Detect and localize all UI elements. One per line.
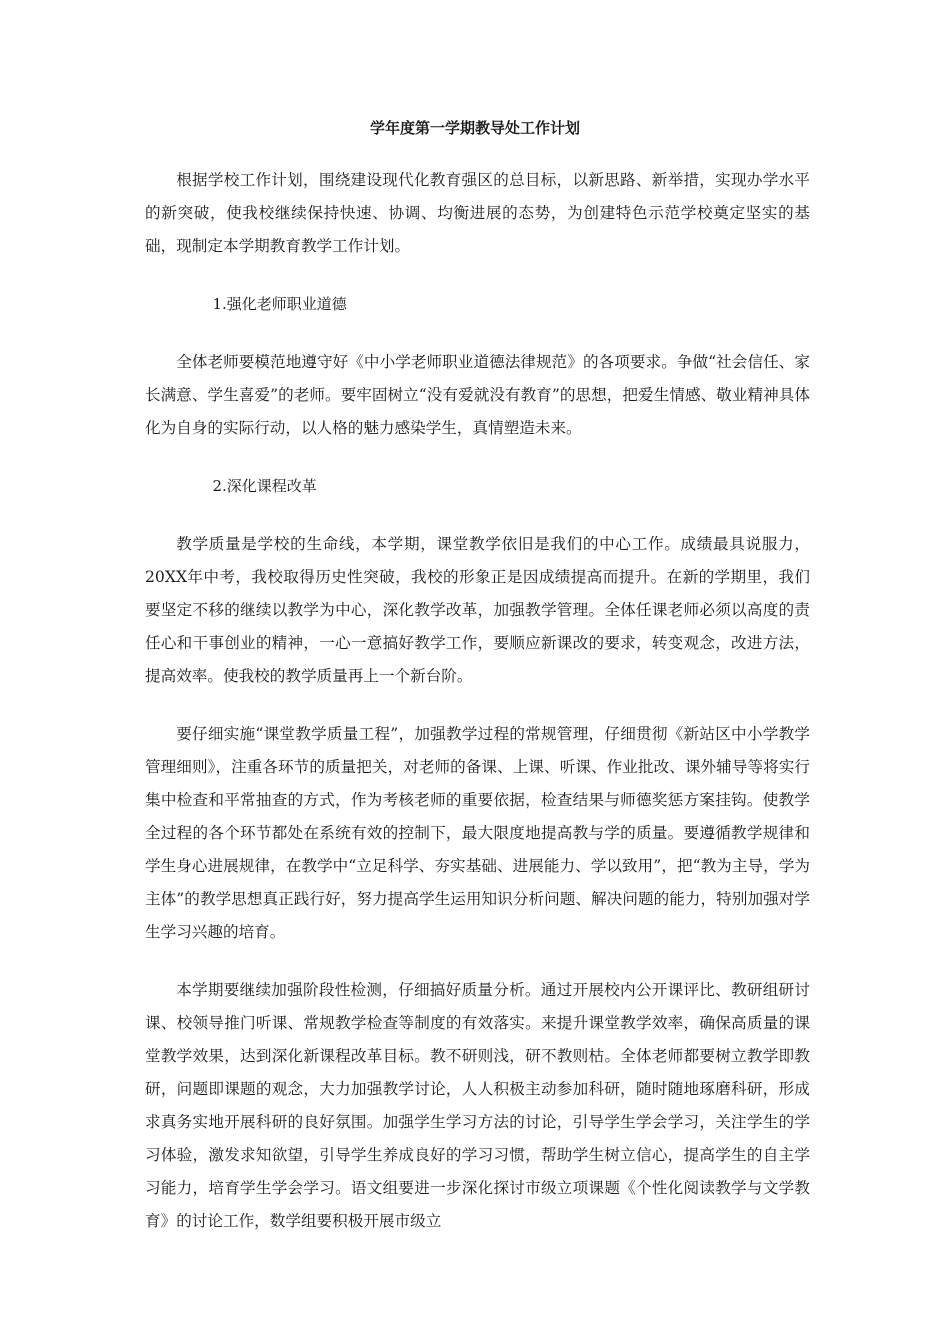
assessment-paragraph: 本学期要继续加强阶段性检测，仔细搞好质量分析。通过开展校内公开课评比、教研组研讨课、校领导推门听课、常规教学检查等制度的有效落实。来提升课堂教学效率，确保高质量的课堂教学效果，达到深化新课程改革目标。教不研则浅，研不教则枯。全体老师都要树立教学即教研，问题即课题的观念，大力加强教学讨论，人人积极主动参加科研，随时随地琢磨科研，形成求真务实地开展科研的良好氛围。加强学生学习方法的讨论，引导学生学会学习，关注学生的学习体验，激发求知欲望，引导学生养成良好的学习习惯，帮助学生树立信心，提高学生的自主学习能力，培育学生学会学习。语文组要进一步深化探讨市级立项课题《个性化阅读教学与文学教育》的讨论工作，数学组要积极开展市级立 [145, 981, 810, 1230]
document-body [145, 164, 810, 1263]
document-title: 学年度第一学期教导处工作计划 [369, 119, 580, 137]
teaching-quality-paragraph: 教学质量是学校的生命线，本学期，课堂教学依旧是我们的中心工作。成绩最具说服力，20XX年中考，我校取得历史性突破，我校的形象正是因成绩提高而提升。在新的学期里，我们要坚定不移的继续以教学为中心，深化教学改革，加强教学管理。全体任课老师必须以高度的责任心和干事创业的精神，一心一意搞好教学工作，要顺应新课改的要求，转变观念，改进方法，提高效率。使我校的教学质量再上一个新台阶。 [145, 535, 810, 685]
section-heading-1: 1.强化老师职业道德 [212, 295, 347, 313]
quality-project-paragraph: 要仔细实施“课堂教学质量工程”，加强教学过程的常规管理，仔细贯彻《新站区中小学教学管理细则》，注重各环节的质量把关，对老师的备课、上课、听课、作业批改、课外辅导等将实行集中检查和平常抽查的方式，作为考核老师的重要依据，检查结果与师德奖惩方案挂钩。使教学全过程的各个环节都处在系统有效的控制下，最大限度地提高教与学的质量。要遵循教学规律和学生身心进展规律，在教学中“立足科学、夯实基础、进展能力、学以致用”，把“教为主导，学为主体”的教学思想真正践行好，努力提高学生运用知识分析问题、解决问题的能力，特别加强对学生学习兴趣的培育。 [145, 725, 810, 941]
section-heading-2: 2.深化课程改革 [212, 477, 317, 495]
intro-paragraph: 根据学校工作计划，围绕建设现代化教育强区的总目标，以新思路、新举措，实现办学水平的新突破，使我校继续保持快速、协调、均衡进展的态势，为创建特色示范学校奠定坚实的基础，现制定本学期教育教学工作计划。 [145, 171, 810, 255]
ethics-paragraph: 全体老师要模范地遵守好《中小学老师职业道德法律规范》的各项要求。争做“社会信任、家长满意、学生喜爱”的老师。要牢固树立“没有爱就没有教育”的思想，把爱生情感、敬业精神具体化为自身的实际行动，以人格的魅力感染学生，真情塑造未来。 [145, 353, 810, 437]
